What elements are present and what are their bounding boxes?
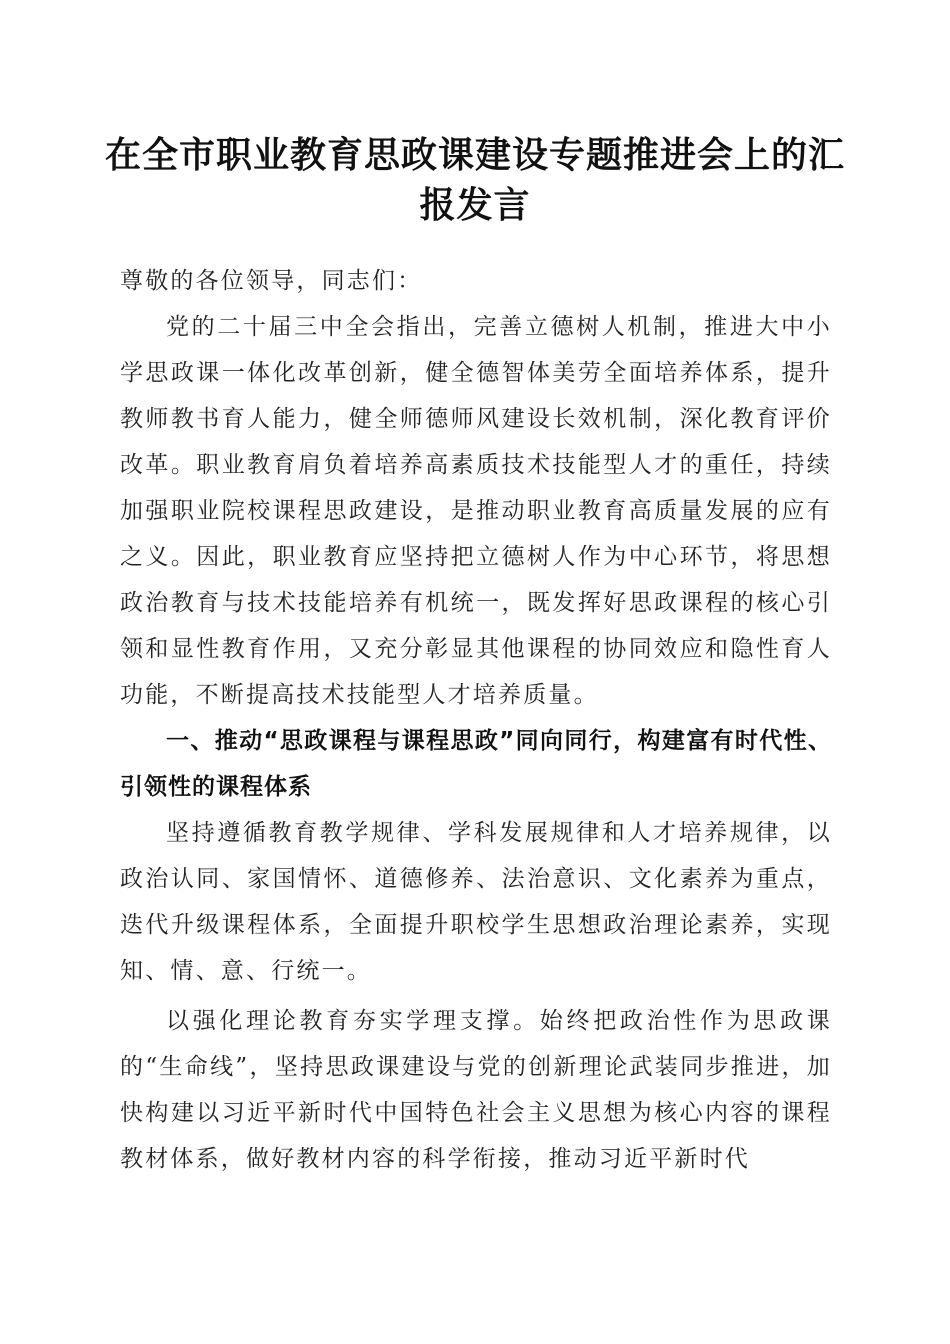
document-body (120, 258, 832, 1182)
paragraph-theory-education: 以强化理论教育夯实学理支撑。始终把政治性作为思政课的“生命线”，坚持思政课建设与党的创新理论武装同步推进，加快构建以习近平新时代中国特色社会主义思想为核心内容的课程教材体系，做好教材内容的科学衔接，推动习近平新时代 (120, 1008, 832, 1172)
section-heading: 一、推动“思政课程与课程思政”同向同行，构建富有时代性、引领性的课程体系 (120, 728, 832, 800)
paragraph-section-summary: 坚持遵循教育教学规律、学科发展规律和人才培养规律，以政治认同、家国情怀、道德修养、法治意识、文化素养为重点，迭代升级课程体系，全面提升职校学生思想政治理论素养，实现知、情、意、行统一。 (120, 820, 832, 984)
salutation: 尊敬的各位领导，同志们： (120, 268, 423, 294)
document-title: 在全市职业教育思政课建设专题推进会上的汇报发言 (104, 134, 845, 226)
paragraph-intro: 党的二十届三中全会指出，完善立德树人机制，推进大中小学思政课一体化改革创新，健全德智体美劳全面培养体系，提升教师教书育人能力，健全师德师风建设长效机制，深化教育评价改革。职业教育肩负着培养高素质技术技能型人才的重任，持续加强职业院校课程思政建设，是推动职业教育高质量发展的应有之义。因此，职业教育应坚持把立德树人作为中心环节，将思想政治教育与技术技能培养有机统一，既发挥好思政课程的核心引领和显性教育作用，又充分彰显其他课程的协同效应和隐性育人功能，不断提高技术技能型人才培养质量。 (120, 314, 832, 708)
